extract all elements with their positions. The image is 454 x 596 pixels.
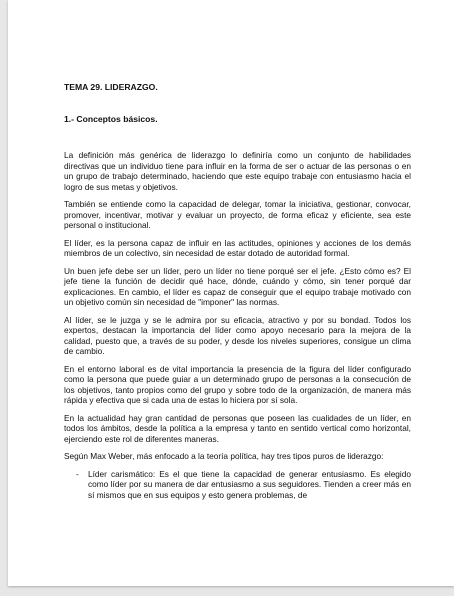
list-item-text: Líder carismático: Es el que tiene la capacidad de generar entusiasmo. Es elegido como líder por su manera de dar entusiasmo a sus seguidores. Tienden a creer más en sí mismos que en sus equipos y esto genera problemas, de xyxy=(88,468,411,500)
paragraph-capacity: También se entiende como la capacidad de delegar, tomar la iniciativa, gestionar, convocar, promover, incentivar, motivar y evaluar un proyecto, de forma eficaz y eficiente, sea este personal o institucional. xyxy=(64,199,411,230)
leadership-types-list xyxy=(64,469,411,501)
list-item xyxy=(64,469,411,501)
paragraph-today: En la actualidad hay gran cantidad de personas que poseen las cualidades de un líder, en todos los ámbitos, desde la política a la empresa y tanto en sentido vertical como horizontal, ejerciendo este rol de diferentes maneras. xyxy=(64,412,411,444)
paragraph-workplace: En el entorno laboral es de vital importancia la presencia de la figura del líder configurado como la persona que puede guiar a un determinado grupo de personas a la consecución de los objetivos, tanto propios como del grupo y sobre todo de la organización, de manera más rápida y efectiva que si cada una de estas lo hiciera por sí sola. xyxy=(64,363,411,405)
paragraph-definition: La definición más genérica de liderazgo lo definiría como un conjunto de habilidades directivas que un individuo tiene para influir en la forma de ser o actuar de las personas o en un grupo de trabajo determinado, haciendo que este equipo trabaje con entusiasmo hacia el logro de sus metas y objetivos. xyxy=(64,150,411,192)
document-page xyxy=(8,0,454,586)
paragraph-judgement: Al líder, se le juzga y se le admira por su eficacia, atractivo y por su bondad. Todos los expertos, destacan la importancia del líder como apoyo necesario para la mejora de la calidad, puesto que, a través de su poder, y desde los niveles superiores, consigue un clima de cambio. xyxy=(64,314,411,356)
paragraph-weber: Según Max Weber, más enfocado a la teoría política, hay tres tipos puros de liderazgo: xyxy=(64,451,384,461)
page-content xyxy=(64,82,411,500)
bullet-marker: - xyxy=(76,468,79,479)
document-title: TEMA 29. LIDERAZGO. xyxy=(64,82,158,92)
paragraph-leader: El líder, es la persona capaz de influir en las actitudes, opiniones y acciones de los demás miembros de un colectivo, sin necesidad de estar dotado de autoridad formal. xyxy=(64,237,411,258)
paragraph-boss-vs-leader: Un buen jefe debe ser un líder, pero un líder no tiene porqué ser el jefe. ¿Esto cómo es? El jefe tiene la función de decidir qué hace, dónde, cuándo y cómo, sin tener porqué dar explicaciones. En cambio, el líder es capaz de conseguir que el equipo trabaje motivado con un objetivo común sin necesidad de "imponer" las normas. xyxy=(64,265,411,307)
section-heading: 1.- Conceptos básicos. xyxy=(64,113,158,124)
